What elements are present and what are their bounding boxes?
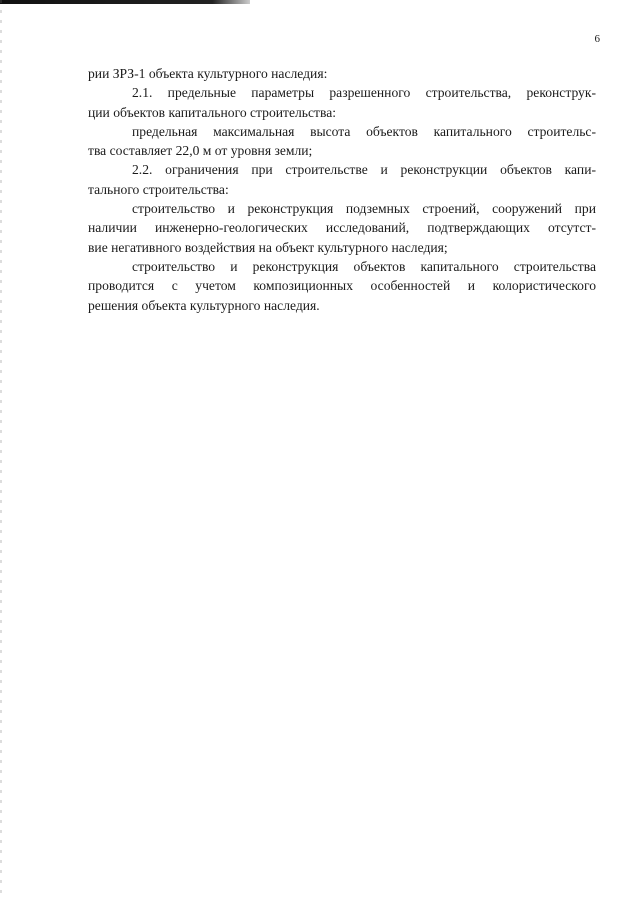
paragraph-line: строительство и реконструкция подземных строений, сооружений при: [132, 201, 596, 217]
scan-edge-top-mark: [0, 0, 250, 4]
paragraph-line: вие негативного воздействия на объект культурного наследия;: [88, 239, 448, 255]
paragraph-line: предельная максимальная высота объектов капитального строительс-: [132, 123, 596, 139]
paragraph-line: наличии инженерно-геологических исследований, подтверждающих отсутст-: [88, 220, 596, 236]
paragraph-line: рии ЗРЗ-1 объекта культурного наследия:: [88, 66, 328, 81]
paragraph: [88, 199, 596, 257]
paragraph-line: проводится с учетом композиционных особенностей и колористического: [88, 278, 596, 294]
paragraph-line: решения объекта культурного наследия.: [88, 297, 320, 313]
paragraph: [88, 257, 596, 315]
paragraph-line: тва составляет 22,0 м от уровня земли;: [88, 143, 313, 159]
paragraph: [88, 122, 596, 161]
paragraph: [88, 83, 596, 122]
paragraph-line: 2.2. ограничения при строительстве и реконструкции объектов капи-: [132, 162, 596, 178]
paragraph-line: 2.1. предельные параметры разрешенного строительства, реконструк-: [132, 85, 596, 101]
paragraph-line: строительство и реконструкция объектов капитального строительства: [132, 258, 596, 274]
scan-edge-left-mark: [0, 0, 2, 898]
paragraph: [88, 64, 596, 83]
page-number: 6: [594, 33, 600, 45]
paragraph-line: ции объектов капитального строительства:: [88, 104, 336, 120]
paragraph: [88, 160, 596, 199]
paragraph-line: тального строительства:: [88, 181, 229, 197]
document-body: [88, 64, 596, 315]
